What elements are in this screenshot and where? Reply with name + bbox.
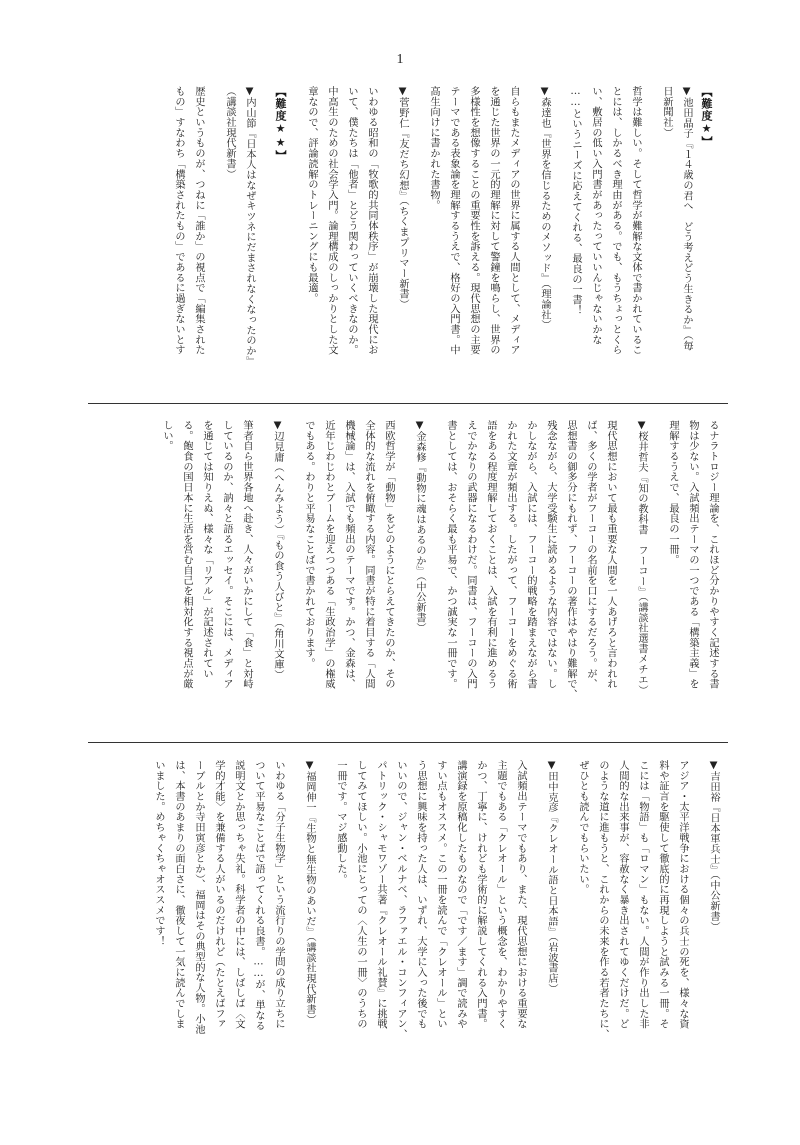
review-text-line: 思想書の御多分にもれず、フーコーの著作はやはり難解で、 (565, 420, 576, 700)
review-text-line: を通じた世界の一元的理解に対して警鐘を鳴らし、世界の (488, 86, 499, 356)
blank-line (208, 86, 219, 391)
section-divider (88, 742, 728, 743)
review-text-line: 入試頻出テーマでもあり、また、現代思想における重要な (515, 760, 526, 1030)
review-text-line: 西欧哲学が「動物」をどのようにとらえてきたのか、その (383, 420, 394, 690)
review-text-line: 自らもまたメディアの世界に属する人間として、メディア (508, 86, 519, 356)
book-title-line: ▼金森修『動物に魂はあるのか』（中公新書） (414, 420, 425, 634)
review-text-line: いいので、ジャン・ベルナベ、ラファエル・コンフィアン、 (395, 760, 406, 1040)
review-text-line: 章なので、評論読解のトレーニングにも最適。 (306, 86, 317, 304)
blank-line (256, 420, 267, 725)
book-title-line: ▼辺見庸（へんみよう）『もの食う人びと』（角川文庫） (272, 420, 283, 680)
blank-line (259, 86, 270, 391)
blank-line (561, 760, 572, 1065)
review-text-line: かつ、丁寧に、けれども学術的に解説してくれる入門書。 (475, 760, 486, 1030)
blank-line (530, 760, 541, 1065)
review-text-line: こには「物語」も「ロマン」もない。人間が作り出した非 (637, 760, 648, 1030)
review-text-line: 主題でもある「クレオール」という概念を、わかりやすく (495, 760, 506, 1030)
review-text-line: ば、多くの学者がフーコーの名前を口にするだろう。が、 (585, 420, 596, 690)
book-title-line: 日新聞社） (661, 86, 672, 138)
book-title-line: ▼吉田裕『日本軍兵士』（中公新書） (708, 760, 719, 932)
review-text-line: えでかなりの武器になるわけだ。同書は、フーコーの入門 (465, 420, 476, 690)
review-text-line: ついて平易なことばで語ってくれる良書。……が、単なる (253, 760, 264, 1031)
review-text-line: 理解するうえで、最良の一冊。 (667, 420, 678, 565)
review-text-line: 高生向けに書かれた書物。 (428, 86, 439, 211)
review-text-line: 人間的な出来事が、容赦なく暴き出されてゆくだけだ。ど (617, 760, 628, 1030)
blank-line (620, 420, 631, 725)
section-bottom (148, 760, 723, 1065)
review-text-line: は、本書のあまりの面白さに、徹夜して一気に読んでしま (173, 760, 184, 1030)
book-title-line: （講談社現代新書） (224, 86, 235, 180)
review-text-line: い、敷居の低い入門書があったっていいんじゃないかな (590, 86, 601, 345)
book-title-line: ▼池田晶子『１４歳の君へ どう考えどう生きるか』（毎 (681, 86, 692, 351)
section-middle (156, 420, 722, 725)
review-text-line: もの」すなわち「構築されたもの」であるに過ぎないとす (173, 86, 184, 356)
review-text-line: アジア・太平洋戦争における個々の兵士の死を、様々な資 (677, 760, 688, 1030)
review-text-line: いわゆる「分子生物学」という流行りの学問の成り立ちに (273, 760, 284, 1030)
book-title-line: ▼田中克彦『クレオール語と日本語』（岩波書店） (546, 760, 557, 994)
book-title-line: ▼森達也『世界を信じるためのメソッド』（理論社） (539, 86, 550, 331)
review-text-line: 近年じわじわとブームを迎えつつある「生政治学」の権威 (323, 420, 334, 690)
page-number: 1 (396, 52, 404, 67)
review-text-line: とには、しかるべき理由がある。でも、もうちょっとくら (610, 86, 621, 356)
review-text-line: いました。めちゃくちゃオススメです！ (153, 760, 164, 947)
book-title-line: ▼内山節『日本人はなぜキツネにだまされなくなったのか』 (244, 86, 255, 367)
difficulty-heading: 【難度★★】 (274, 86, 287, 162)
review-text-line: 歴史というものが、つねに「誰か」の視点で「編集された (193, 86, 204, 356)
blank-line (319, 760, 330, 1065)
review-text-line: を通じては知りえぬ、様々な「リアル」が記述されてい (201, 420, 212, 679)
review-text-line: 書としては、おそらく最も平易で、かつ誠実な一冊です。 (445, 420, 456, 690)
review-text-line: テーマである表象論を理解するうえで、格好の入門書。中 (448, 86, 459, 356)
review-text-line: 全体的な流れを俯瞰する内容。同書が特に着目する「人間 (363, 420, 374, 690)
blank-line (412, 86, 423, 391)
review-text-line: 哲学は難しい。そして哲学が難解な文体で書かれているこ (630, 86, 641, 356)
review-text-line: ぜひとも読んでもらいたい。 (577, 760, 588, 895)
blank-line (651, 420, 662, 725)
blank-line (290, 86, 301, 391)
blank-line (288, 760, 299, 1065)
review-text-line: 中高生のための社会学入門。論理構成のしっかりとした文 (326, 86, 337, 356)
book-title-line: ▼福岡伸一『生物と無生物のあいだ』（講談社現代新書） (304, 760, 315, 1025)
review-text-line: いわゆる昭和の「牧歌的共同体秩序」が崩壊した現代にお (366, 86, 377, 356)
blank-line (287, 420, 298, 725)
blank-line (523, 86, 534, 391)
review-text-line: 語をある程度理解しておくことは、入試を有利に進めるう (485, 420, 496, 690)
review-text-line: 筆者自ら世界各地へ赴き、人々がいかにして「食」と対峙 (241, 420, 252, 690)
review-text-line: う思想に興味を持った人は、いずれ、大学に入った後でも (415, 760, 426, 1030)
review-text-line: のような道に進もうと、これからの未来を作る若者たちに、 (597, 760, 608, 1040)
review-text-line: 多様性を想像することの重要性を訴える。現代思想の主要 (468, 86, 479, 356)
review-text-line: すい点もオススメ。この一冊を読んで「クレオール」とい (435, 760, 446, 1030)
review-text-line: 講演録を原稿化したものなので「です／ます」調で読みや (455, 760, 466, 1030)
blank-line (554, 86, 565, 391)
review-text-line: 学的才能〉を兼備する人がいるのだけれど（たとえばファ (213, 760, 224, 1030)
review-text-line: かしながら、入試には、フーコー的戦略を踏まえながら書 (525, 420, 536, 690)
review-text-line: る。飽食の国日本に生活を営む自己を相対化する視点が厳 (181, 420, 192, 690)
review-text-line: ……というニーズに応えてくれる、最良の一書！ (570, 86, 581, 316)
review-text-line: しい。 (161, 420, 172, 452)
review-text-line: 料や証言を駆使して徹底的に再現しようと試みる一冊。そ (657, 760, 668, 1030)
review-text-line: 説明文とか思っちゃ失礼。科学者の中には、しばしば〈文 (233, 760, 244, 1030)
review-text-line: 物は少ない。入試頻出テーマの一つである「構築主義」を (687, 420, 698, 690)
review-text-line: ーブルとか寺田寅彦とか）、福岡はその典型的な人物。小池 (193, 760, 204, 1035)
difficulty-heading: 【難度★】 (700, 86, 713, 148)
review-text-line: でもある。わりと平易なことばで書かれております。 (303, 420, 314, 669)
book-title-line: ▼桜井哲夫『知の教科書 フーコー』（講談社選書メチエ） (636, 420, 647, 696)
blank-line (381, 86, 392, 391)
blank-line (692, 760, 703, 1065)
blank-line (645, 86, 656, 391)
book-title-line: ▼菅野仁『友だち幻想』（ちくまプリマー新書） (397, 86, 408, 310)
review-text-line: かれた文章が頻出する。したがって、フーコーをめぐる術 (505, 420, 516, 690)
blank-line (429, 420, 440, 725)
blank-line (398, 420, 409, 725)
review-text-line: 機械論」は、入試でも頻出のテーマです。かつ、金森は、 (343, 420, 354, 690)
section-top (168, 86, 716, 391)
review-text-line: 残念ながら、大学受験生に読めるような内容ではない。し (545, 420, 556, 690)
review-text-line: 一冊です。マジ感動した。 (335, 760, 346, 885)
review-text-line: 現代思想において最も重要な人間を一人あげろと言われれ (605, 420, 616, 690)
review-text-line: しているのか、訥々と語るエッセイ。そこには、メディア (221, 420, 232, 690)
review-text-line: いて、僕たちは「他者」とどう関わっていくべきなのか。 (346, 86, 357, 356)
review-text-line: してみてほしい。小池にとっての〈人生の一冊〉のうちの (355, 760, 366, 1030)
review-text-line: パトリック・シャモワゾー共著『クレオール礼賛』に挑戦 (375, 760, 386, 1030)
section-divider (88, 403, 728, 404)
review-text-line: るナラトロジー理論を、これほど分かりやすく記述する書 (707, 420, 718, 690)
